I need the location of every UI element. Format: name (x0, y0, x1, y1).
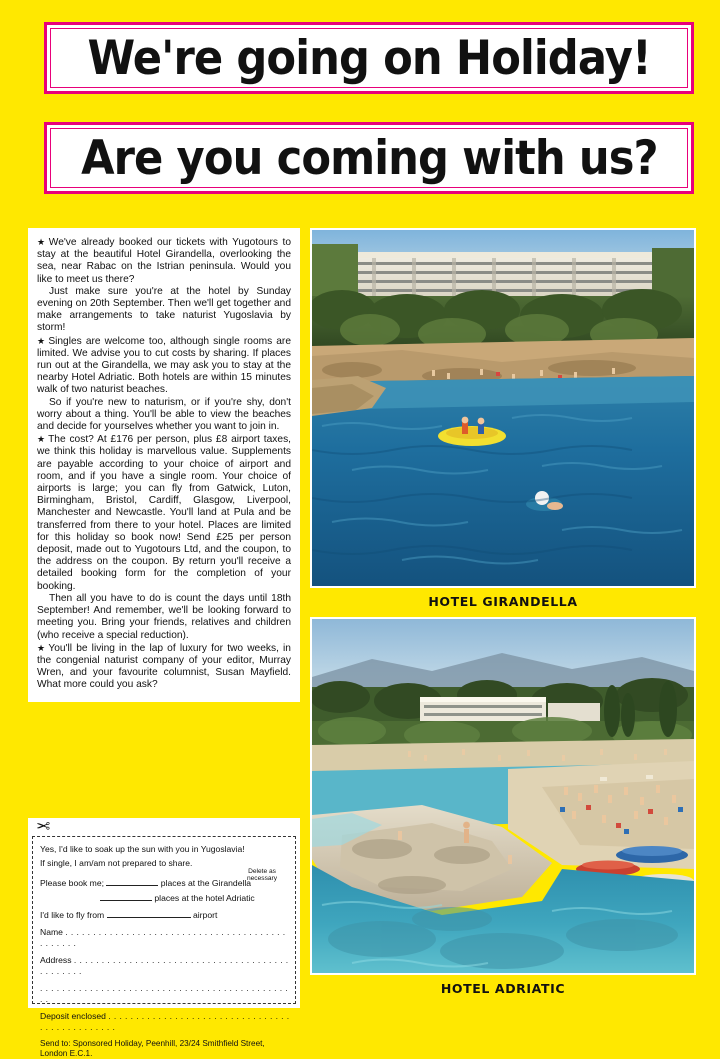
coupon-fly-from-line (40, 909, 290, 921)
headline-box-1 (44, 22, 694, 94)
article-paragraph-1-text: We've already booked our tickets with Yugotours to stay at the beautiful Hotel Girandella, overlooking the sea, near Rabac on the Istrian peninsula. Would you like to meet us there? (37, 237, 291, 285)
hotel-girandella-photo (310, 228, 696, 588)
coupon-book-line-2-suffix: places at the hotel Adriatic (154, 893, 255, 903)
article-paragraph-3 (37, 335, 291, 397)
coupon-name-line (40, 927, 290, 949)
fly-from-input[interactable] (107, 909, 191, 918)
article-paragraph-1 (37, 236, 291, 286)
name-input[interactable]: . . . . . . . . . . . . . . . . . . . . . . . . . . . . . . . . . . . . . . . . . . . . . . . (40, 927, 286, 948)
article-paragraph-3-text: Singles are welcome too, although single rooms are limited. We advise you to cut costs by sharing. If places run out at the Girandella, we may ask you to stay at the nearby Hotel Adriatic. Both hotels are within 15 minutes walk of two naturist beaches. (37, 335, 291, 396)
scissors-icon: ✂ (36, 817, 51, 836)
coupon-book-line-1 (40, 877, 290, 889)
coupon-book-line-2 (40, 892, 290, 904)
star-icon: ★ (37, 642, 47, 653)
photo-2-artwork (312, 619, 694, 973)
article-paragraph-4: So if you're new to naturism, or if you're shy, don't worry about a thing. You'll be able to view the beaches and decide for yourselves whether you want to join in. (37, 396, 291, 433)
address-input-1[interactable]: . . . . . . . . . . . . . . . . . . . . . . . . . . . . . . . . . . . . . . . . . . . . . . . (40, 955, 289, 976)
coupon-book-label: Please book me; (40, 878, 105, 888)
address-label: Address (40, 955, 72, 965)
adriatic-places-input[interactable] (100, 892, 152, 901)
photo-1-artwork (312, 230, 694, 586)
headline-box-2 (44, 122, 694, 194)
coupon-intro-line-1: Yes, I'd like to soak up the sun with you in Yugoslavia! (40, 844, 245, 854)
article-paragraph-6: Then all you have to do is count the days until 18th September! And remember, we'll be looking forward to meeting you. Bring your friends, relatives and children (who receive a special reduction). (37, 592, 291, 641)
booking-coupon[interactable] (28, 817, 300, 1058)
coupon-deposit-line (40, 1011, 290, 1033)
photo-1-caption: HOTEL GIRANDELLA (428, 594, 578, 609)
delete-as-necessary-note: Delete as necessary (246, 868, 278, 883)
coupon-address-line-2 (40, 983, 290, 1005)
headline-text-2: Are you coming with us? (80, 130, 658, 186)
coupon-intro-line-2-text: If single, I am/am not prepared to share. (40, 858, 193, 868)
star-icon: ★ (37, 335, 47, 346)
deposit-label: Deposit enclosed (40, 1011, 106, 1021)
coupon-send-to: Send to: Sponsored Holiday, Peenhill, 23/24 Smithfield Street, London E.C.1. (40, 1039, 265, 1058)
article-paragraph-7-text: You'll be living in the lap of luxury for two weeks, in the congenial naturist company of your editor, Murray Wren, and your favourite columnist, Susan Mayfield. What more could you ask? (37, 642, 291, 691)
headline-text-1: We're going on Holiday! (87, 30, 651, 86)
name-label: Name (40, 927, 63, 937)
star-icon: ★ (37, 434, 47, 445)
fly-from-suffix: airport (192, 910, 218, 920)
girandella-places-input[interactable] (106, 877, 158, 886)
hotel-adriatic-photo (310, 617, 696, 975)
article-paragraph-5-text: The cost? At £176 per person, plus £8 airport taxes, we think this holiday is marvellous value. Supplements are payable according to your choice of airport and room, and if you have a single room. Your choice of airports is large; you can fly from Gatwick, Luton, Birmingham, Bristol, Cardiff, Glasgow, Liverpool, Manchester and Newcastle. You'll land at Pula and be transferred from there to your hotel. Places are limited for this holiday so book now! Send £25 per person deposit, made out to Yugotours Ltd, and the coupon, to the address on the coupon. By return you'll receive a detailed booking form for the completion of your booking. (37, 434, 291, 592)
article-paragraph-5 (37, 433, 291, 593)
coupon-content (40, 844, 290, 1059)
coupon-book-line-1-suffix: places at the Girandella (160, 878, 252, 888)
address-input-2[interactable]: . . . . . . . . . . . . . . . . . . . . . . . . . . . . . . . . . . . . . . . . . . . . . . . (40, 983, 289, 1004)
article-paragraph-2: Just make sure you're at the hotel by Sunday evening on 20th September. Then we'll get together and make arrangements to take naturist Yugoslavia by storm! (37, 285, 291, 334)
photo-2-caption: HOTEL ADRIATIC (440, 981, 566, 996)
deposit-input[interactable]: . . . . . . . . . . . . . . . . . . . . . . . . . . . . . . . . . . . . . . . . . . . . . . . (40, 1011, 290, 1032)
person-on-rocks (463, 822, 470, 843)
article-paragraph-7 (37, 642, 291, 692)
fly-from-label: I'd like to fly from (40, 910, 105, 920)
star-icon: ★ (37, 237, 47, 247)
article-body (28, 228, 300, 702)
coupon-address-line-1 (40, 955, 290, 977)
